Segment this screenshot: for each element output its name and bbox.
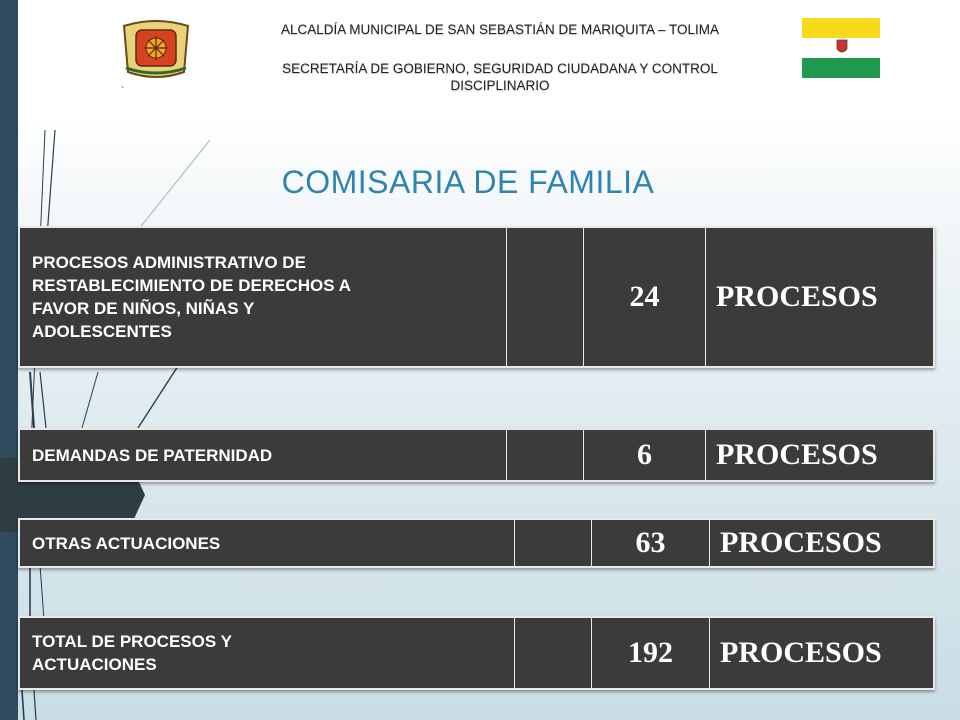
row-empty-cell: [507, 430, 584, 480]
row-label-line: TOTAL DE PROCESOS Y: [32, 632, 232, 651]
table-row: [18, 616, 935, 690]
row-label-line: ADOLESCENTES: [32, 322, 172, 341]
row-label-line: DEMANDAS DE PATERNIDAD: [32, 445, 273, 465]
row-value: 6: [584, 430, 706, 480]
flag-yellow-band: [802, 18, 880, 38]
row-label-line: ACTUACIONES: [32, 655, 157, 674]
flag-shield-icon: [836, 39, 848, 55]
row-label-line: RESTABLECIMIENTO DE DERECHOS A: [32, 276, 351, 295]
row-label: [20, 618, 515, 688]
row-unit: PROCESOS: [716, 438, 878, 471]
table-row: [18, 226, 935, 368]
header-secretariat: [230, 60, 770, 94]
row-unit: PROCESOS: [720, 526, 882, 559]
header-tick-mark: `: [121, 86, 125, 97]
row-value: 192: [592, 618, 710, 688]
row-label: [20, 228, 507, 366]
row-empty-cell: [507, 228, 584, 366]
municipal-flag: [802, 18, 880, 78]
page-title: COMISARIA DE FAMILIA: [281, 164, 655, 200]
row-value: 24: [584, 228, 706, 366]
header-secretariat-line1: SECRETARÍA DE GOBIERNO, SEGURIDAD CIUDADANA Y CONTROL: [282, 61, 718, 76]
row-label: [20, 520, 515, 566]
table-row: [18, 428, 935, 482]
municipal-seal-icon: [118, 18, 194, 80]
row-label-line: PROCESOS ADMINISTRATIVO DE: [32, 253, 306, 272]
row-label-line: OTRAS ACTUACIONES: [32, 533, 221, 553]
left-accent-bar: [0, 0, 18, 720]
table-row: [18, 518, 935, 568]
row-empty-cell: [515, 618, 592, 688]
row-unit: PROCESOS: [720, 636, 882, 669]
row-unit: PROCESOS: [716, 280, 878, 313]
header-secretariat-line2: DISCIPLINARIO: [450, 78, 550, 93]
row-empty-cell: [515, 520, 592, 566]
header-municipality: ALCALDÍA MUNICIPAL DE SAN SEBASTIÁN DE MARIQUITA – TOLIMA: [280, 22, 720, 37]
row-label: [20, 430, 507, 480]
row-value: 63: [592, 520, 710, 566]
flag-green-band: [802, 58, 880, 78]
row-label-line: FAVOR DE NIÑOS, NIÑAS Y: [32, 299, 255, 318]
